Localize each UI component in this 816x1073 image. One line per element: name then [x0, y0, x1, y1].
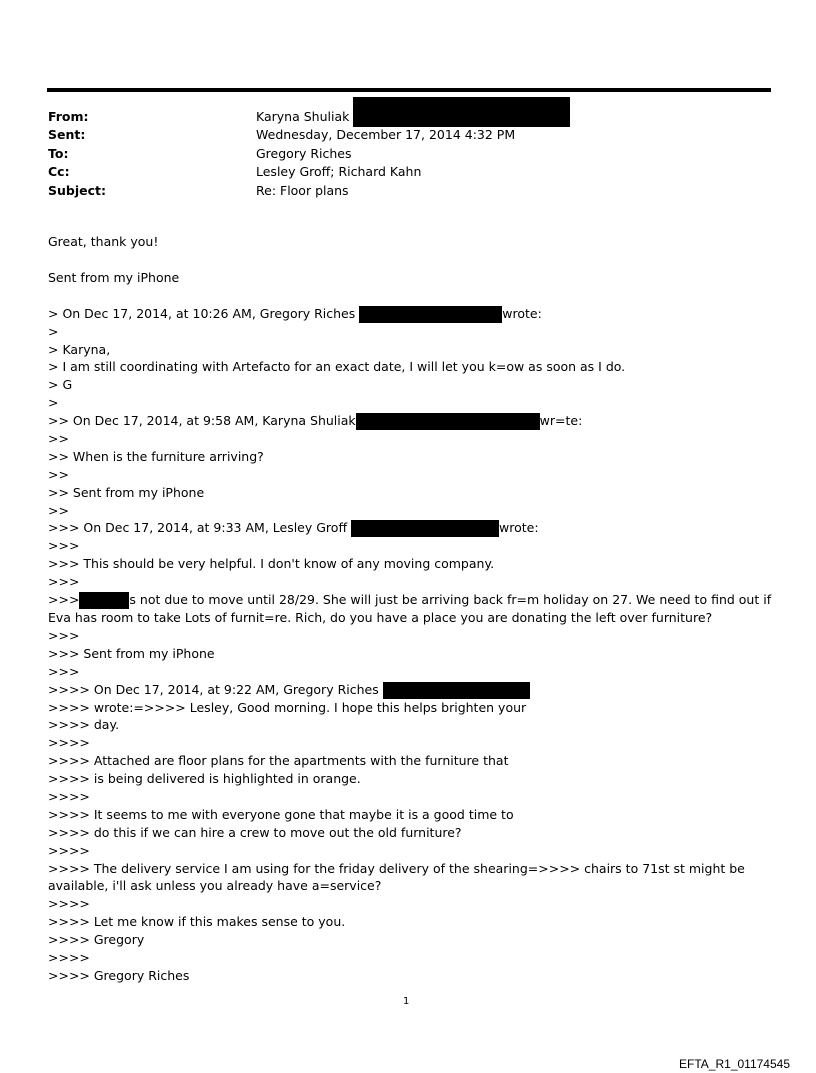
quote-line: >>>> is being delivered is highlighted in orange. [48, 771, 361, 787]
quote-line: > [48, 323, 59, 339]
quote-line: >>>> day. [48, 717, 120, 733]
quote-line: >> When is the furniture arriving? [48, 448, 264, 464]
redaction-bar [359, 306, 502, 323]
quote-text: wrote: [499, 520, 539, 536]
quote-line [48, 591, 772, 627]
quote-line: > G [48, 377, 73, 393]
cc-label: Cc: [48, 164, 70, 180]
quote-line: >>>> Attached are floor plans for the apartments with the furniture that [48, 753, 509, 769]
document-id: EFTA_R1_01174545 [679, 1057, 790, 1071]
quote-line: >> [48, 466, 69, 482]
signature: Sent from my iPhone [48, 269, 180, 285]
quote-line: >>>> [48, 950, 90, 965]
quote-line [48, 412, 772, 430]
quote-line: >>>> [48, 896, 90, 912]
quote-line: >> Sent from my iPhone [48, 484, 205, 500]
quote-text: >>> On Dec 17, 2014, at 9:33 AM, Lesley Groff [48, 520, 348, 536]
quote-line: >>>> Let me know if this makes sense to you. [48, 914, 346, 930]
to-value: Gregory Riches [256, 145, 352, 161]
quote-line [48, 519, 772, 537]
subject-value: Re: Floor plans [256, 182, 349, 198]
quote-text: wrote: [502, 305, 542, 321]
quote-line: > [48, 395, 59, 411]
greeting: Great, thank you! [48, 234, 159, 249]
quote-text: >>> [48, 592, 80, 608]
quote-line: >>>> [48, 842, 90, 858]
quote-text: > On Dec 17, 2014, at 10:26 AM, Gregory Riches [48, 305, 356, 321]
quote-line: >>> Sent from my iPhone [48, 645, 215, 661]
quote-text: >> On Dec 17, 2014, at 9:58 AM, Karyna Shuliak [48, 413, 356, 429]
subject-label: Subject: [48, 182, 106, 198]
to-label: To: [48, 145, 69, 161]
redaction-bar [353, 97, 570, 127]
quote-line: >>>> Gregory Riches [48, 967, 190, 983]
quote-line: >> [48, 502, 69, 518]
quote-line: >>> [48, 663, 80, 679]
from-value [256, 108, 570, 127]
quote-text: s not due to move until 28/29. She will just be arriving back fr=m holiday on 27. We need to find out if Eva has room to take Lots of furnit=re. Rich, do you have a place you are donating the left over furniture? [48, 592, 772, 626]
page-number: 1 [403, 996, 410, 1007]
quote-line [48, 305, 772, 323]
quote-line: >> [48, 431, 69, 447]
quote-line: > Karyna, [48, 341, 111, 357]
redaction-bar [351, 520, 499, 537]
from-label: From: [48, 109, 89, 124]
quote-line [48, 681, 772, 699]
quote-line: >>>> do this if we can hire a crew to move out the old furniture? [48, 824, 462, 840]
redaction-bar [79, 592, 129, 609]
redaction-bar [383, 682, 530, 699]
sent-value: Wednesday, December 17, 2014 4:32 PM [256, 127, 516, 143]
quote-line: >>>> The delivery service I am using for the friday delivery of the shearing=>>>> chairs to 71st st might be available, i'll ask unless you already have a=service? [48, 860, 745, 894]
quote-text: >>>> On Dec 17, 2014, at 9:22 AM, Gregory Riches [48, 681, 379, 697]
quote-line: >>> [48, 627, 80, 643]
quote-line: >>>> It seems to me with everyone gone that maybe it is a good time to [48, 806, 514, 822]
sent-label: Sent: [48, 127, 86, 143]
redaction-bar [356, 413, 540, 430]
quote-line: >>>> Gregory [48, 932, 145, 948]
from-name: Karyna Shuliak [256, 109, 350, 124]
quote-text: wr=te: [539, 413, 583, 429]
quote-line: >>> This should be very helpful. I don't know of any moving company. [48, 556, 495, 572]
quote-line: >>>> [48, 735, 90, 751]
cc-value: Lesley Groff; Richard Kahn [256, 164, 422, 180]
quote-line: >>> [48, 538, 80, 554]
email-body [48, 233, 772, 985]
quote-line: >>>> wrote:=>>>> Lesley, Good morning. I hope this helps brighten your [48, 699, 527, 715]
quote-line: >>> [48, 574, 80, 590]
quote-line: >>>> [48, 788, 90, 804]
quote-line: > I am still coordinating with Artefacto for an exact date, I will let you k=ow as soon as I do. [48, 359, 626, 375]
header-rule [47, 88, 771, 92]
